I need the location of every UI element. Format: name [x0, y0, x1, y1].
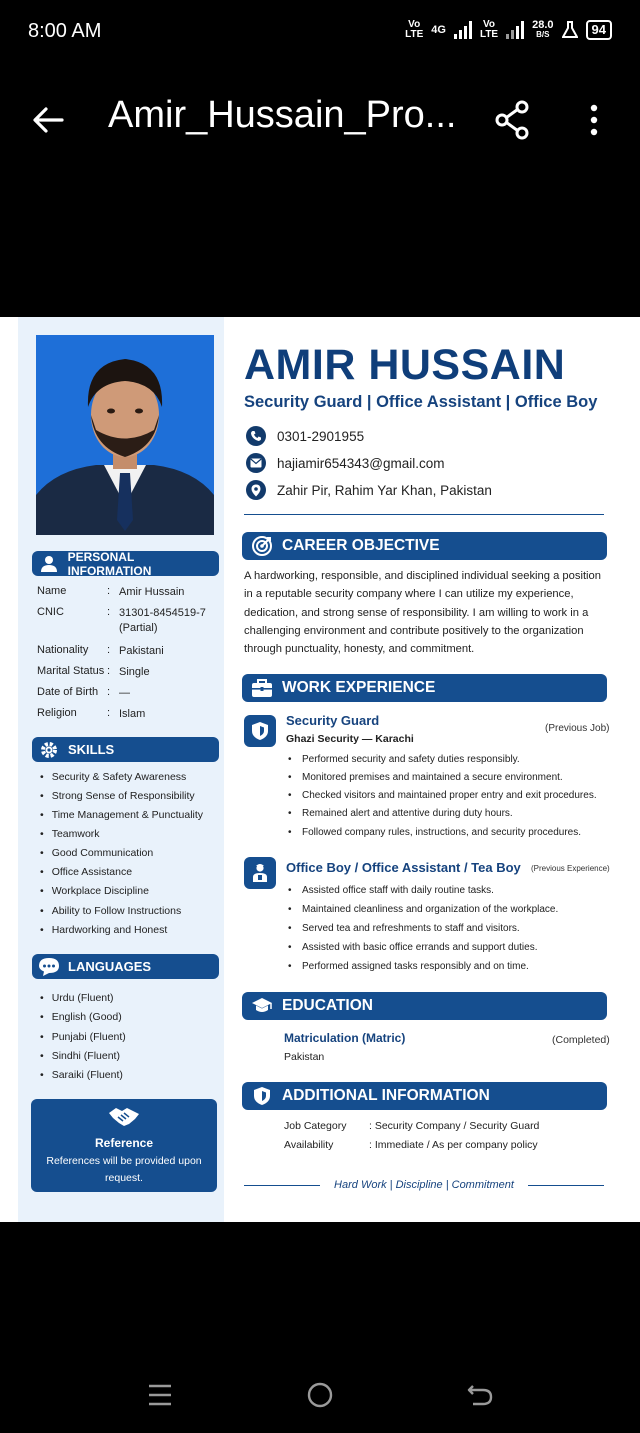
info-row-dob: Date of Birth : — [37, 686, 130, 699]
job-duty-item: • Performed security and safety duties responsibly. [302, 754, 520, 765]
email-icon [246, 453, 266, 473]
career-objective-header: CAREER OBJECTIVE [242, 532, 607, 560]
back-icon[interactable] [465, 1380, 495, 1410]
home-icon[interactable] [305, 1380, 335, 1410]
resume-tagline: Hard Work | Discipline | Commitment [244, 1177, 604, 1193]
status-bar [0, 0, 640, 64]
resume-document[interactable] [0, 317, 640, 1222]
job-titles: Security Guard | Office Assistant | Office Boy [244, 393, 598, 411]
candidate-name: AMIR HUSSAIN [244, 341, 566, 389]
header-divider [244, 514, 604, 515]
additional-row-job-category: Job Category : Security Company / Security Guard [284, 1120, 540, 1132]
job-note: (Previous Job) [545, 723, 610, 734]
contact-address: Zahir Pir, Rahim Yar Khan, Pakistan [246, 480, 492, 500]
phone-icon [246, 426, 266, 446]
reference-text: References will be provided upon request. [46, 1155, 202, 1184]
profile-photo [36, 335, 214, 535]
job-note: (Previous Experience) [531, 864, 610, 873]
skills-header: SKILLS [32, 737, 219, 762]
flask-icon [562, 21, 578, 39]
job-duty-item: • Remained alert and attentive during duty hours. [302, 808, 513, 819]
app-toolbar [0, 64, 640, 174]
signal-bars-icon-2 [506, 21, 524, 39]
job-company: Ghazi Security — Karachi [286, 733, 414, 745]
job-duty-item: • Assisted with basic office errands and support duties. [302, 942, 538, 953]
language-item: • English (Good) [40, 1011, 122, 1023]
language-item: • Saraiki (Fluent) [40, 1069, 123, 1081]
job-title-security-guard: Security Guard [286, 713, 380, 728]
job-duty-item: • Performed assigned tasks responsibly and on time. [302, 961, 529, 972]
location-pin-icon [246, 480, 266, 500]
additional-row-availability: Availability : Immediate / As per company policy [284, 1139, 538, 1151]
education-place: Pakistan [284, 1051, 325, 1063]
system-nav-bar [0, 1360, 640, 1433]
tagline-line-right [528, 1185, 604, 1186]
contact-phone: 0301-2901955 [246, 426, 364, 446]
graduation-cap-icon [248, 992, 276, 1020]
skill-item: • Ability to Follow Instructions [40, 905, 181, 917]
job-duty-item: • Assisted office staff with daily routine tasks. [302, 885, 494, 896]
additional-info-header: ADDITIONAL INFORMATION [242, 1082, 607, 1110]
battery-indicator: 94 [586, 20, 612, 40]
skill-item: • Teamwork [40, 828, 100, 840]
user-icon [36, 551, 62, 576]
document-title: Amir_Hussain_Pro... [108, 94, 457, 136]
back-arrow-icon[interactable] [30, 102, 66, 138]
education-header: EDUCATION [242, 992, 607, 1020]
status-indicators [405, 20, 612, 40]
network-type: 4G [431, 24, 446, 36]
skill-item: • Good Communication [40, 847, 153, 859]
signal-bars-icon [454, 21, 472, 39]
career-objective-text: A hardworking, responsible, and disciplined individual seeking a position in a reputable security company where I can utilize my experience, dedication, and strong sense of responsibility. I am willing to work in a challenging environment and contribute positively to the organization through punctuality, honesty, and commitment. [244, 570, 601, 656]
job-duty-item: • Checked visitors and maintained proper entry and exit procedures. [302, 790, 597, 801]
skill-item: • Strong Sense of Responsibility [40, 790, 195, 802]
chat-bubble-icon [36, 954, 62, 979]
personal-info-header: PERSONAL INFORMATION [32, 551, 219, 576]
person-portrait-icon [36, 335, 214, 535]
job-duty-item: • Followed company rules, instructions, and security procedures. [302, 827, 581, 838]
network-speed: 28.0 B/S [532, 19, 554, 39]
target-icon [248, 532, 276, 560]
info-row-marital-status: Marital Status : Single [37, 665, 150, 678]
info-row-cnic: CNIC : 31301-8454519-7 (Partial) [37, 606, 206, 634]
languages-header: LANGUAGES [32, 954, 219, 979]
job-duty-item: • Monitored premises and maintained a secure environment. [302, 772, 563, 783]
shield-icon [248, 1082, 276, 1110]
status-time: 8:00 AM [28, 20, 102, 42]
work-experience-header: WORK EXPERIENCE [242, 674, 607, 702]
skill-item: • Workplace Discipline [40, 885, 149, 897]
job-duty-item: • Served tea and refreshments to staff and visitors. [302, 923, 520, 934]
language-item: • Urdu (Fluent) [40, 992, 114, 1004]
recent-apps-icon[interactable] [145, 1380, 175, 1410]
shield-icon [244, 715, 276, 747]
language-item: • Punjabi (Fluent) [40, 1031, 126, 1043]
volte-indicator-2: Vo LTE [479, 19, 499, 40]
info-row-name: Name : Amir Hussain [37, 585, 185, 598]
skill-item: • Office Assistance [40, 866, 132, 878]
skill-item: • Security & Safety Awareness [40, 771, 186, 783]
handshake-icon [107, 1105, 141, 1129]
education-degree: Matriculation (Matric) [284, 1031, 406, 1045]
job-title-office-boy: Office Boy / Office Assistant / Tea Boy [286, 860, 521, 875]
job-duty-item: • Maintained cleanliness and organization of the workplace. [302, 904, 558, 915]
education-status: (Completed) [552, 1034, 610, 1046]
briefcase-icon [248, 674, 276, 702]
more-options-icon[interactable] [582, 104, 606, 138]
language-item: • Sindhi (Fluent) [40, 1050, 120, 1062]
skill-item: • Time Management & Punctuality [40, 809, 203, 821]
skill-item: • Hardworking and Honest [40, 924, 167, 936]
worker-icon [244, 857, 276, 889]
volte-indicator-1: Vo LTE [405, 19, 424, 40]
contact-email: hajiamir654343@gmail.com [246, 453, 445, 473]
info-row-nationality: Nationality : Pakistani [37, 644, 164, 657]
share-icon[interactable] [494, 100, 530, 140]
gear-icon [36, 737, 62, 762]
info-row-religion: Religion : Islam [37, 707, 146, 720]
reference-box [31, 1099, 217, 1192]
reference-title: Reference [94, 1136, 154, 1150]
tagline-line-left [244, 1185, 320, 1186]
